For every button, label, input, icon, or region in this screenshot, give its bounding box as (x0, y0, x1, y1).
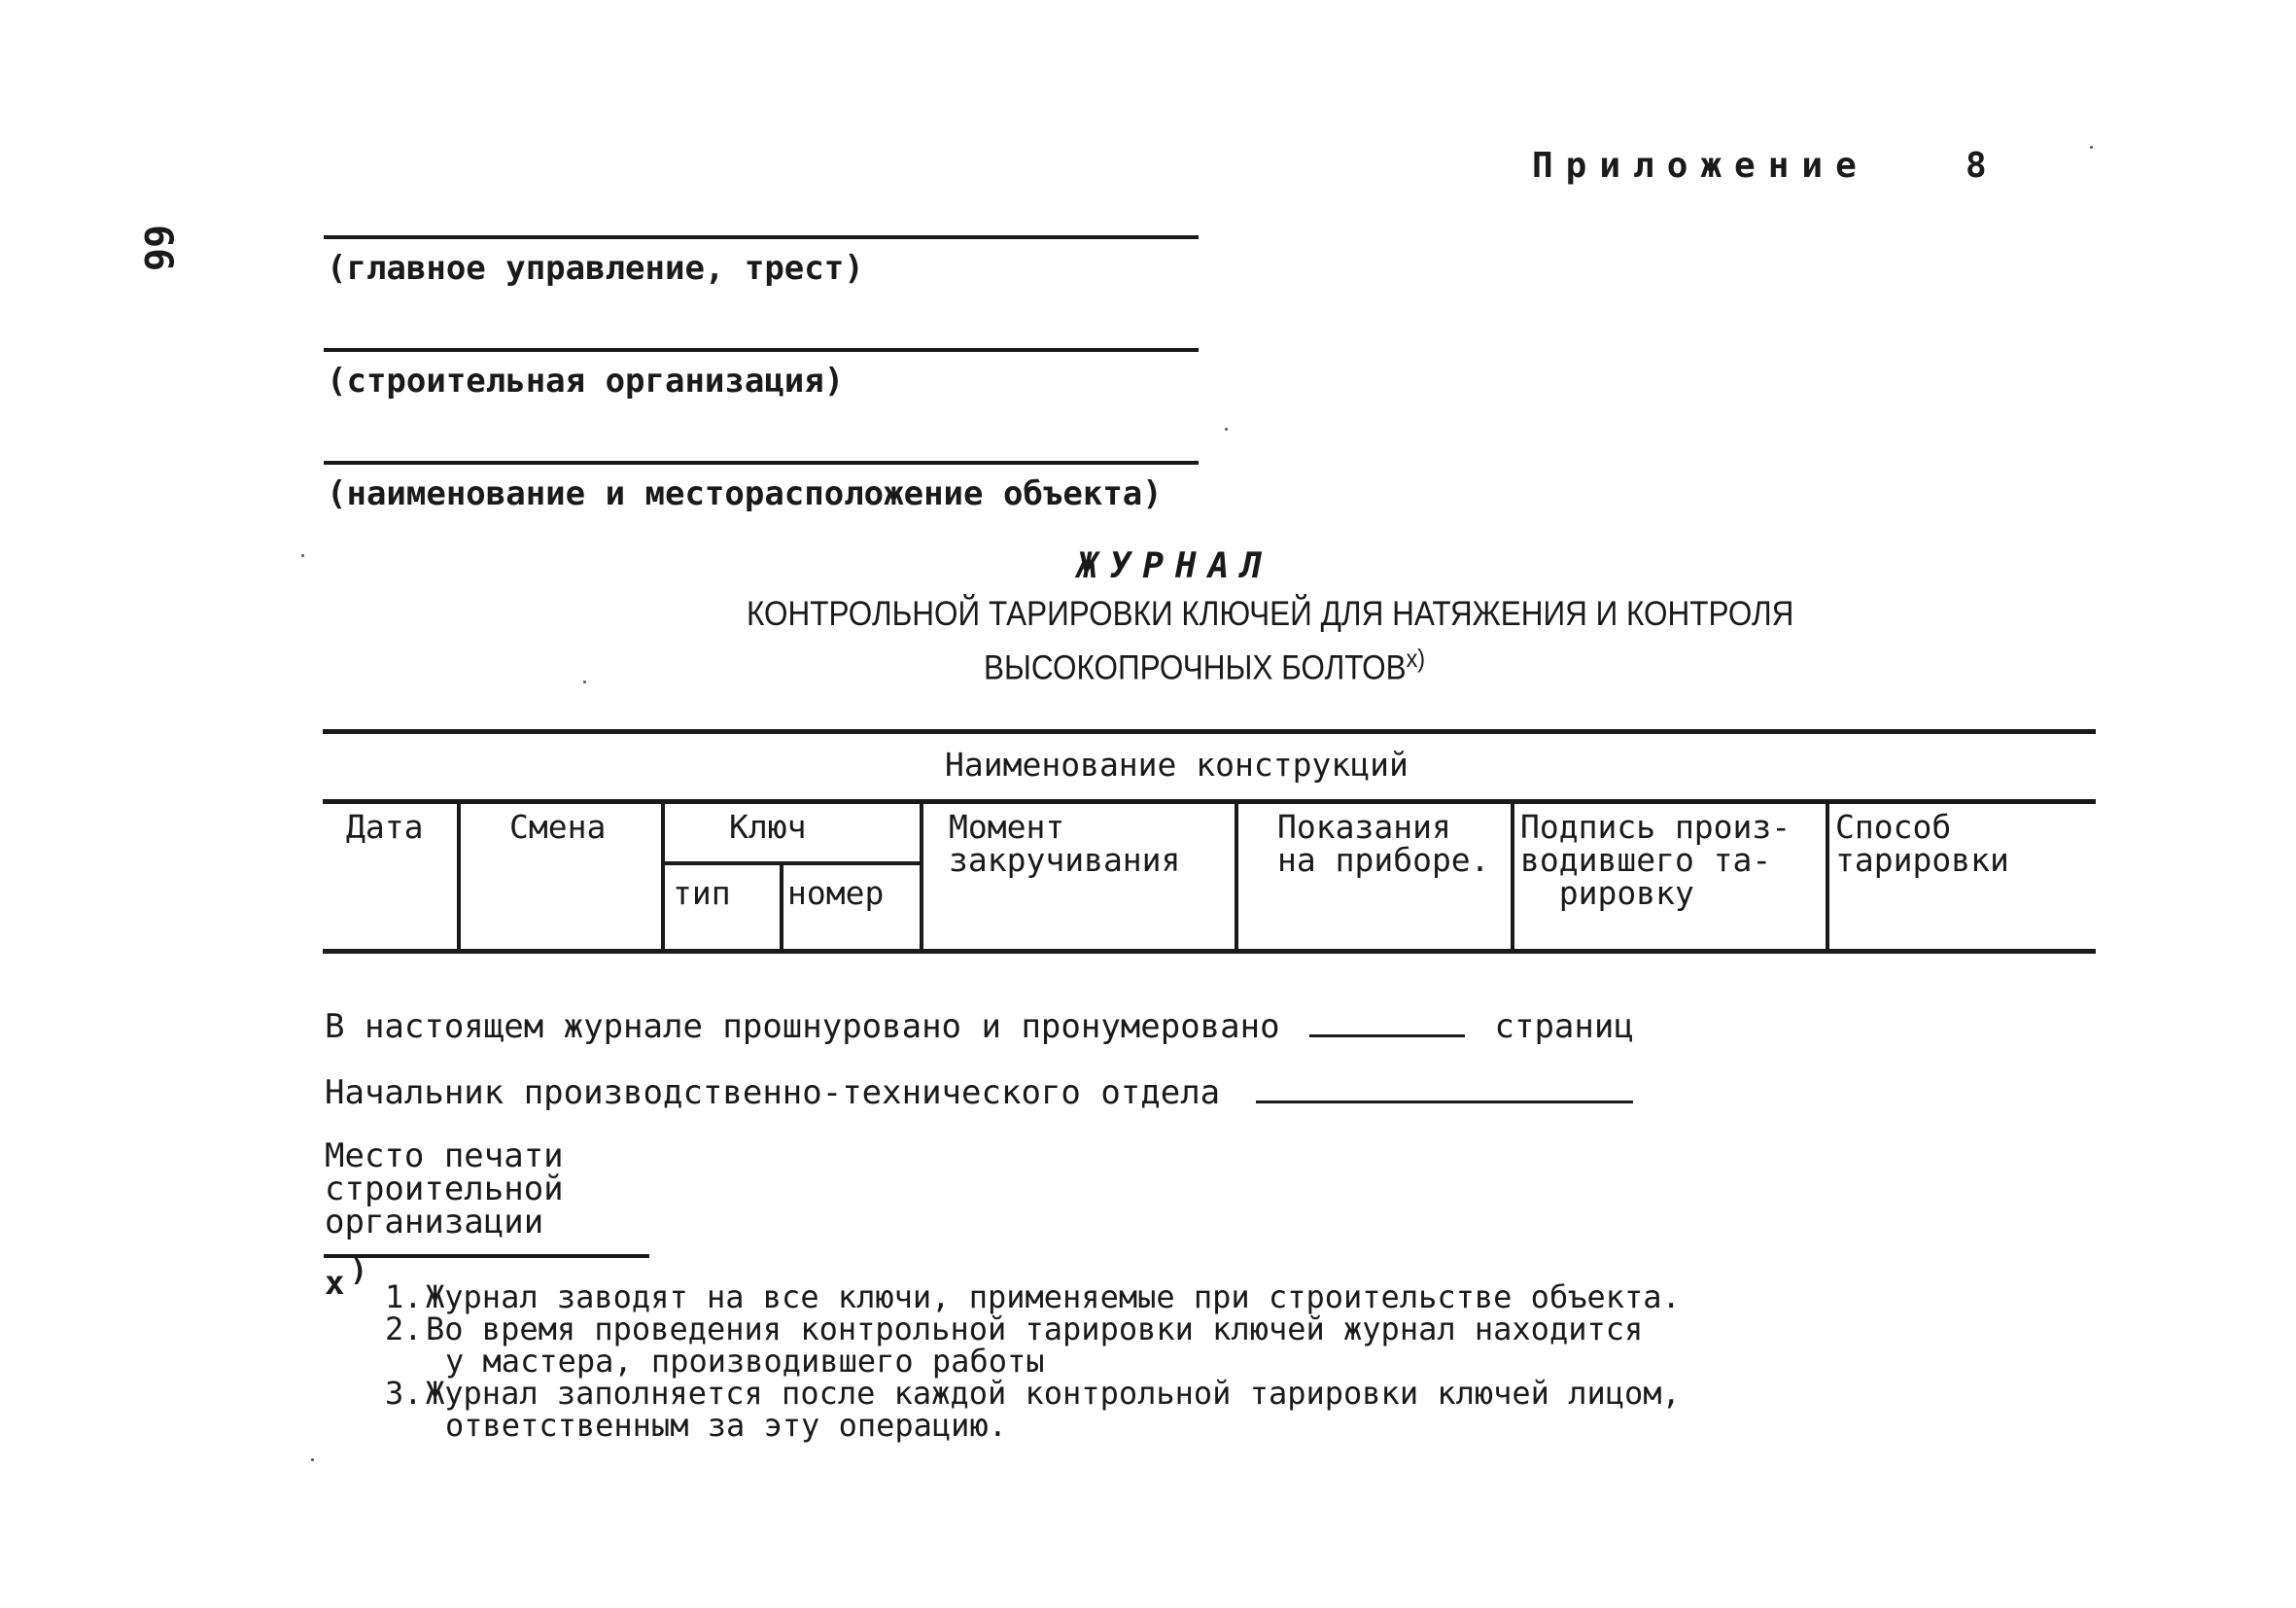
table-key-subrule (661, 861, 922, 865)
table-divider (780, 863, 783, 951)
stamp-place: Место печати строительной организации (325, 1136, 564, 1241)
footnote-number: 2. (385, 1311, 423, 1347)
footnote-item (385, 1375, 1681, 1412)
footnote-marker: х (325, 1264, 345, 1303)
col-header-torque: Момент закручивания (949, 808, 1181, 879)
header-fill-line[interactable] (324, 235, 1199, 239)
col-header-shift: Смена (509, 808, 607, 846)
footnote-marker-paren: ) (350, 1254, 368, 1288)
scan-speck (311, 1458, 314, 1461)
laced-pages-row (325, 1007, 1634, 1046)
appendix-number: 8 (1966, 146, 1987, 186)
scan-speck (301, 554, 304, 557)
journal-subtitle-line1: КОНТРОЛЬНОЙ ТАРИРОВКИ КЛЮЧЕЙ ДЛЯ НАТЯЖЕНИЯ И КОНТРОЛЯ (747, 595, 1794, 633)
col-header-date: Дата (346, 808, 424, 846)
header-caption-trust: (главное управление, трест) (327, 249, 864, 288)
footnote-item (385, 1278, 1681, 1315)
footnote-text: Журнал заводят на все ключи, применяемые при строительстве объекта. (426, 1278, 1681, 1315)
footnotes (385, 1278, 1681, 1444)
pages-word: страниц (1494, 1007, 1634, 1046)
col-header-signature: Подпись произ- водившего та- рировку (1520, 808, 1792, 912)
journal-title: ЖУРНАЛ (1077, 546, 1274, 586)
table-divider (1235, 799, 1238, 951)
table-divider (661, 799, 665, 951)
footnote-number: 3. (385, 1375, 423, 1412)
header-caption-organization: (строительная организация) (327, 362, 845, 401)
header-fill-line[interactable] (324, 461, 1199, 465)
table-caption: Наименование конструкций (945, 746, 1409, 784)
footnote-continuation: ответственным за эту операцию. (445, 1407, 1007, 1444)
table-divider (457, 799, 461, 951)
col-header-key-type: тип (673, 874, 731, 912)
department-head-text: Начальник производственно-технического отдела (325, 1073, 1221, 1112)
col-header-readings: Показания на приборе. (1277, 808, 1490, 879)
footnote-number: 1. (385, 1278, 423, 1315)
header-caption-object: (наименование и месторасположение объекта) (327, 474, 1163, 513)
stamp-separator-line (324, 1254, 649, 1258)
table-top-rule (323, 729, 2096, 734)
table-divider (1826, 799, 1829, 951)
page-number: 66 (135, 224, 181, 272)
table-header-rule (323, 799, 2096, 804)
journal-subtitle-line2 (984, 644, 1425, 688)
col-header-key: Ключ (729, 808, 807, 846)
footnote-text: Журнал заполняется после каждой контрольной тарировки ключей лицом, (426, 1375, 1681, 1412)
laced-pages-text: В настоящем журнале прошнуровано и пронумеровано (325, 1007, 1280, 1046)
footnote-item (385, 1313, 1681, 1346)
table-divider (1511, 799, 1514, 951)
department-head-signature-field[interactable] (1256, 1101, 1633, 1103)
col-header-key-number: номер (787, 874, 885, 912)
scan-speck (583, 681, 586, 683)
table-divider (920, 799, 923, 951)
appendix-label: Приложение (1532, 146, 1869, 186)
scan-speck (1225, 428, 1228, 431)
department-head-row (325, 1073, 1633, 1112)
footnote-text: Во время проведения контрольной тарировки ключей журнал находится (426, 1311, 1644, 1347)
table-bottom-rule (323, 949, 2096, 954)
header-fill-line[interactable] (324, 348, 1199, 352)
footnote-continuation: у мастера, производившего работы (445, 1343, 1045, 1380)
journal-subtitle-text: ВЫСОКОПРОЧНЫХ БОЛТОВ (984, 648, 1407, 687)
scan-speck (2090, 146, 2093, 149)
journal-footnote-mark: х) (1406, 644, 1426, 673)
pages-count-field[interactable] (1309, 1034, 1465, 1037)
journal-table (323, 729, 2096, 955)
col-header-method: Способ тарировки (1835, 808, 2009, 879)
